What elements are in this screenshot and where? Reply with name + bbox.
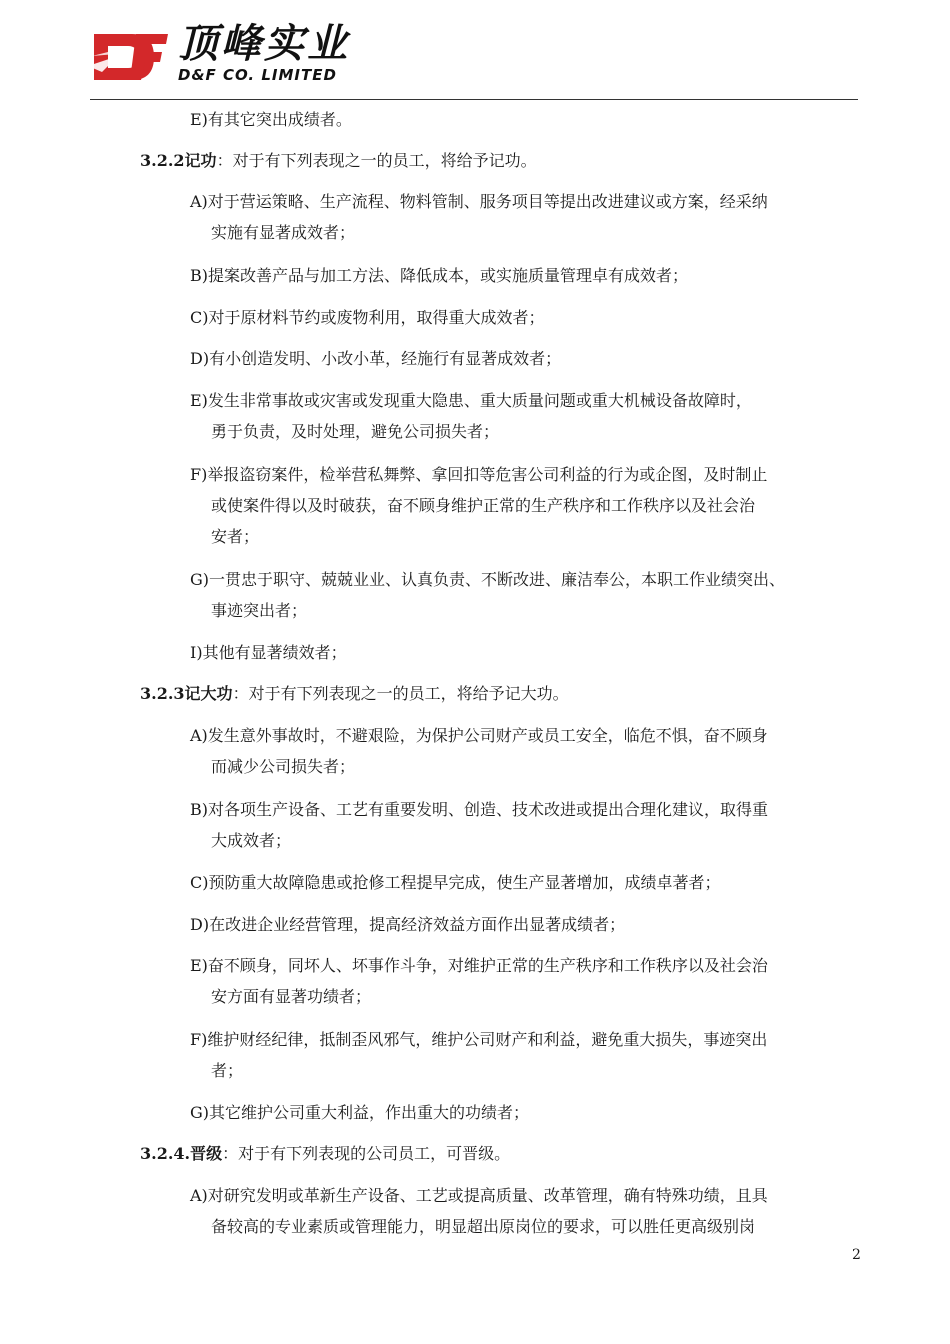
list-item: E)发生非常事故或灾害或发现重大隐患、重大质量问题或重大机械设备故障时， [190, 391, 752, 410]
list-item-continuation: 安方面有显著功绩者； [211, 987, 372, 1006]
list-item-continuation: 大成效者； [211, 831, 292, 850]
header-divider [90, 99, 858, 100]
section-text: ：对于有下列表现之一的员工，将给予记大功。 [232, 684, 569, 703]
list-item-continuation: 安者； [211, 527, 260, 546]
section-title: 记大功 [184, 684, 233, 703]
list-item: G)一贯忠于职守、兢兢业业、认真负责、不断改进、廉洁奉公，本职工作业绩突出、 [190, 570, 786, 589]
list-item-continuation: 事迹突出者； [211, 601, 308, 620]
list-item: C)预防重大故障隐患或抢修工程提早完成，使生产显著增加，成绩卓著者； [190, 873, 721, 892]
page-number: 2 [852, 1247, 861, 1263]
list-item: D)在改进企业经营管理，提高经济效益方面作出显著成绩者； [190, 915, 626, 934]
list-item: F)维护财经纪律，抵制歪风邪气，维护公司财产和利益，避免重大损失，事迹突出 [190, 1030, 768, 1049]
list-item: B)提案改善产品与加工方法、降低成本，或实施质量管理卓有成效者； [190, 266, 689, 285]
list-item: E)奋不顾身，同坏人、坏事作斗争，对维护正常的生产秩序和工作秩序以及社会治 [190, 956, 768, 975]
section-number: 3.2.4. [140, 1144, 191, 1163]
list-item: F)举报盗窃案件，检举营私舞弊、拿回扣等危害公司利益的行为或企图，及时制止 [190, 465, 768, 484]
list-item-continuation: 而减少公司损失者； [211, 757, 356, 776]
section-title: 记功 [184, 151, 217, 170]
section-text: ：对于有下列表现之一的员工，将给予记功。 [216, 151, 537, 170]
page-header [0, 0, 950, 102]
brand-name-chinese: 顶峰实业 [178, 21, 350, 67]
list-item-continuation: 或使案件得以及时破获，奋不顾身维护正常的生产秩序和工作秩序以及社会治 [211, 496, 756, 515]
section-text: ：对于有下列表现的公司员工，可晋级。 [222, 1144, 511, 1163]
list-item: D)有小创造发明、小改小革，经施行有显著成效者； [190, 349, 562, 368]
list-item: I)其他有显著绩效者； [190, 643, 347, 662]
list-item: A)发生意外事故时，不避艰险，为保护公司财产或员工安全，临危不惧，奋不顾身 [190, 726, 768, 745]
section-heading-3-2-2 [140, 145, 537, 176]
list-item: A)对研究发明或革新生产设备、工艺或提高质量、改革管理，确有特殊功绩，且具 [190, 1186, 768, 1205]
section-number: 3.2.2 [140, 151, 185, 170]
section-title: 晋级 [190, 1144, 223, 1163]
section-number: 3.2.3 [140, 684, 185, 703]
section-heading-3-2-3 [140, 678, 569, 709]
list-item-continuation: 备较高的专业素质或管理能力，明显超出原岗位的要求，可以胜任更高级别岗 [211, 1217, 756, 1236]
brand-name-english: D&F CO. LIMITED [178, 66, 337, 84]
list-item: C)对于原材料节约或废物利用，取得重大成效者； [190, 308, 545, 327]
list-item-continuation: 者； [211, 1061, 244, 1080]
list-item-continuation: 实施有显著成效者； [211, 223, 356, 242]
list-item: E)有其它突出成绩者。 [190, 110, 352, 129]
list-item: A)对于营运策略、生产流程、物料管制、服务项目等提出改进建议或方案，经采纳 [190, 192, 768, 211]
list-item: G)其它维护公司重大利益，作出重大的功绩者； [190, 1103, 530, 1122]
list-item-continuation: 勇于负责，及时处理，避免公司损失者； [211, 422, 500, 441]
list-item: B)对各项生产设备、工艺有重要发明、创造、技术改进或提出合理化建议，取得重 [190, 800, 769, 819]
section-heading-3-2-4 [140, 1138, 510, 1169]
company-logo-icon [88, 26, 170, 88]
